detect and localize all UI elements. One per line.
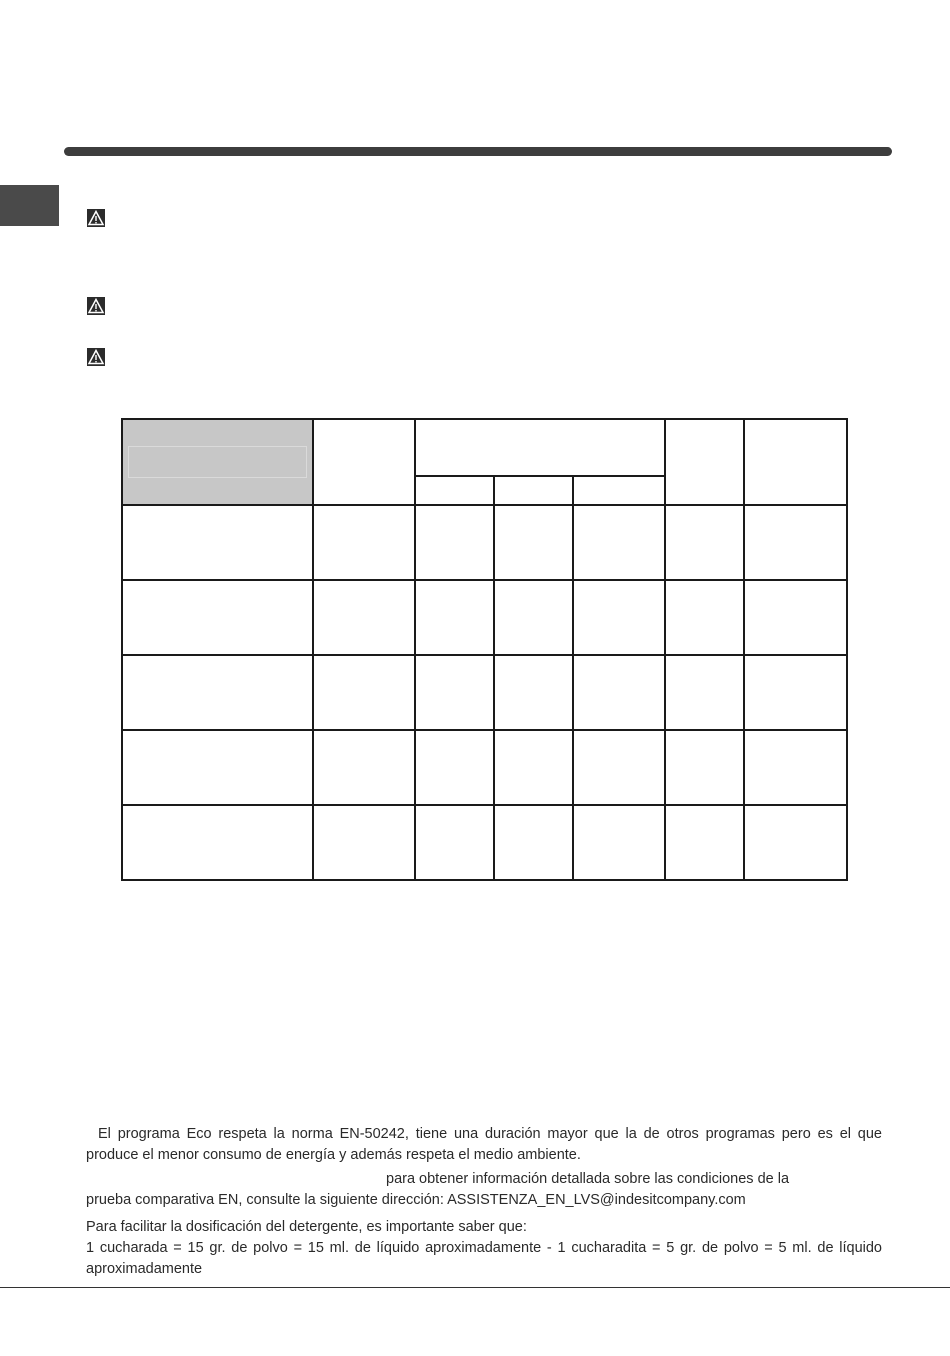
footer-rule — [0, 1287, 950, 1288]
table-cell — [415, 505, 494, 580]
table-cell — [665, 580, 744, 655]
table-header-cell — [665, 419, 744, 505]
table-row — [122, 730, 847, 805]
notes-section — [86, 1124, 882, 1280]
table-row — [122, 580, 847, 655]
table-cell — [122, 730, 313, 805]
table-cell — [744, 730, 847, 805]
table-header-inner-box — [128, 446, 307, 478]
table-header-cell — [744, 419, 847, 505]
table-cell — [313, 580, 415, 655]
table-cell — [494, 730, 573, 805]
table-cell — [122, 505, 313, 580]
table-cell — [744, 655, 847, 730]
table-cell — [415, 655, 494, 730]
table-subheader-cell — [573, 476, 665, 505]
table-cell — [494, 805, 573, 880]
table-subheader-cell — [494, 476, 573, 505]
table-row — [122, 805, 847, 880]
table-cell — [573, 805, 665, 880]
language-tab — [0, 185, 59, 226]
table-cell — [313, 655, 415, 730]
test-info-note-line1: para obtener información detallada sobre las condiciones de la — [386, 1171, 790, 1187]
table-cell — [665, 730, 744, 805]
table-cell — [573, 580, 665, 655]
programs-table — [121, 418, 848, 881]
warning-triangle-icon — [87, 297, 105, 315]
table-cell — [415, 730, 494, 805]
table-cell — [665, 805, 744, 880]
table-cell — [494, 655, 573, 730]
table-cell — [122, 805, 313, 880]
warning-triangle-icon — [87, 348, 105, 366]
table-cell — [122, 580, 313, 655]
table-cell — [313, 730, 415, 805]
table-cell — [573, 505, 665, 580]
table-header-group-cell — [415, 419, 665, 476]
table-subheader-cell — [415, 476, 494, 505]
table-cell — [415, 580, 494, 655]
eco-program-note: El programa Eco respeta la norma EN-50242, tiene una duración mayor que la de otros programas pero es el que produce el menor consumo de energía y además respeta el medio ambiente. — [86, 1126, 882, 1163]
table-cell — [122, 655, 313, 730]
table-row — [122, 505, 847, 580]
table-cell — [494, 505, 573, 580]
table-cell — [665, 655, 744, 730]
table-cell — [573, 730, 665, 805]
dosage-intro: Para facilitar la dosificación del detergente, es importante saber que: — [86, 1219, 527, 1235]
test-info-note-line2: prueba comparativa EN, consulte la siguiente dirección: ASSISTENZA_EN_LVS@indesitcompany.com — [86, 1192, 746, 1208]
header-rule — [64, 147, 892, 156]
warning-triangle-icon — [87, 209, 105, 227]
table-header-row — [122, 419, 847, 476]
table-row — [122, 655, 847, 730]
table-cell — [313, 505, 415, 580]
table-cell — [744, 505, 847, 580]
table-cell — [744, 580, 847, 655]
dosage-equivalence: 1 cucharada = 15 gr. de polvo = 15 ml. de líquido aproximadamente - 1 cucharadita = 5 gr. de polvo = 5 ml. de líquido aproximadamente — [86, 1240, 882, 1277]
table-header-cell — [313, 419, 415, 505]
table-cell — [415, 805, 494, 880]
table-cell — [494, 580, 573, 655]
table-cell — [744, 805, 847, 880]
table-cell — [665, 505, 744, 580]
table-cell — [573, 655, 665, 730]
table-cell — [313, 805, 415, 880]
table-header-cell-program — [122, 419, 313, 505]
